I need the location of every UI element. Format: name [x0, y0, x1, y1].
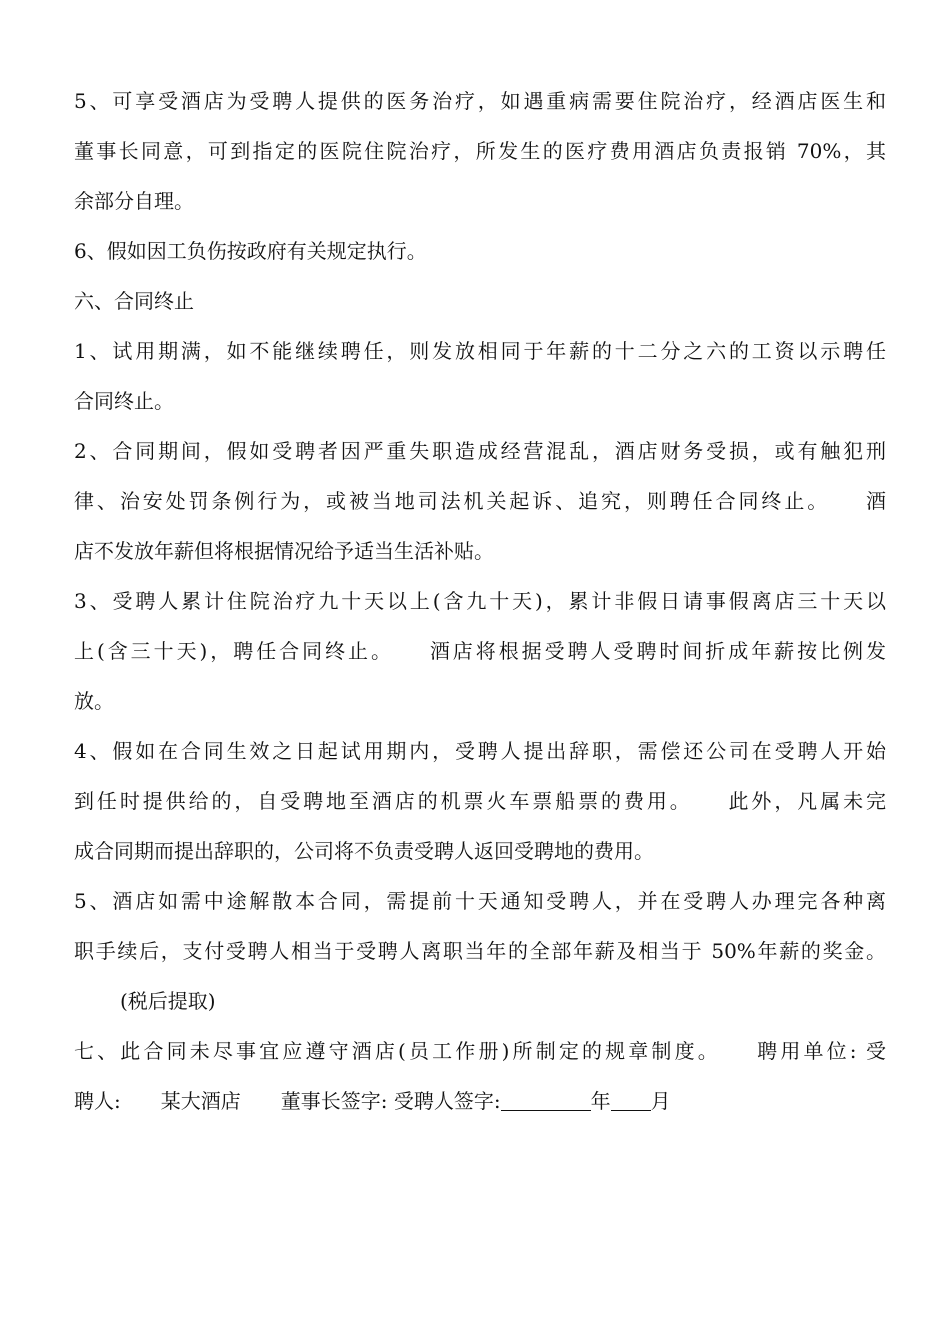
clause-5-line1: 5、酒店如需中途解散本合同，需提前十天通知受聘人，并在受聘人办理完各种离	[74, 889, 886, 913]
clause-2-line3: 店不发放年薪但将根据情况给予适当生活补贴。	[74, 539, 494, 563]
hotel-name: 某大酒店	[160, 1089, 241, 1113]
section-heading-termination: 六、合同终止	[74, 289, 194, 313]
clause-3-line3: 放。	[74, 689, 114, 713]
clause-3-line1: 3、受聘人累计住院治疗九十天以上(含九十天)，累计非假日请事假离店三十天以	[74, 589, 886, 613]
document-page	[74, 76, 886, 1126]
month-blank[interactable]	[611, 1090, 651, 1111]
clause-5-line3: (税后提取)	[120, 989, 216, 1013]
clause-4-line2: 到任时提供给的，自受聘地至酒店的机票火车票船票的费用。 此外，凡属未完	[74, 789, 886, 813]
paragraph-medical-line1: 5、可享受酒店为受聘人提供的医务治疗，如遇重病需要住院治疗，经酒店医生和	[74, 89, 886, 113]
clause-2-line1: 2、合同期间，假如受聘者因严重失职造成经营混乱，酒店财务受损，或有触犯刑	[74, 439, 886, 463]
paragraph-medical-line2: 董事长同意，可到指定的医院住院治疗，所发生的医疗费用酒店负责报销 70%，其	[74, 139, 886, 163]
paragraph-injury: 6、假如因工负伤按政府有关规定执行。	[74, 239, 427, 263]
paragraph-medical-line3: 余部分自理。	[74, 189, 194, 213]
signature-label-employee: 聘人:	[74, 1089, 121, 1113]
section-seven-line1: 七、此合同未尽事宜应遵守酒店(员工作册)所制定的规章制度。 聘用单位: 受	[74, 1039, 886, 1063]
clause-2-line2: 律、治安处罚条例行为，或被当地司法机关起诉、追究，则聘任合同终止。 酒	[74, 489, 886, 513]
clause-1-line1: 1、试用期满，如不能继续聘任，则发放相同于年薪的十二分之六的工资以示聘任	[74, 339, 886, 363]
month-label: 月	[650, 1089, 671, 1113]
clause-5-line2: 职手续后，支付受聘人相当于受聘人离职当年的全部年薪及相当于 50%年薪的奖金。	[74, 939, 886, 963]
clause-1-line2: 合同终止。	[74, 389, 174, 413]
signature-line	[74, 1076, 886, 1126]
year-blank[interactable]	[501, 1090, 591, 1111]
year-label: 年	[590, 1089, 611, 1113]
clause-3-line2: 上(含三十天)，聘任合同终止。 酒店将根据受聘人受聘时间折成年薪按比例发	[74, 639, 886, 663]
clause-4-line1: 4、假如在合同生效之日起试用期内，受聘人提出辞职，需偿还公司在受聘人开始	[74, 739, 886, 763]
signature-label-chairman-employee: 董事长签字: 受聘人签字:	[280, 1089, 501, 1113]
clause-4-line3: 成合同期而提出辞职的，公司将不负责受聘人返回受聘地的费用。	[74, 839, 654, 863]
